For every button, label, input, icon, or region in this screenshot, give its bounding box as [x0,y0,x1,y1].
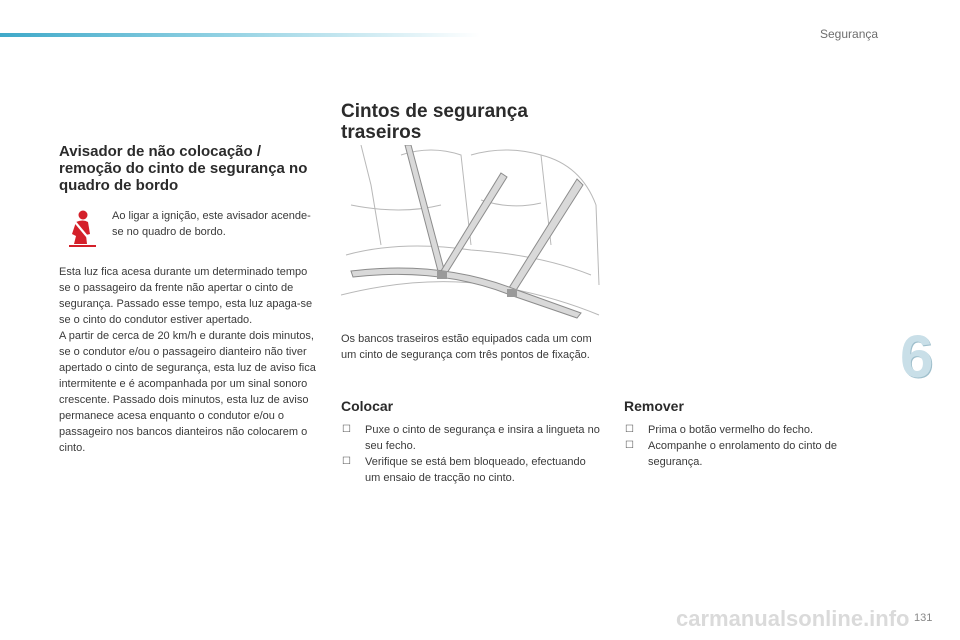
fasten-title: Colocar [341,398,394,414]
warning-row [59,208,319,256]
rear-belts-title [341,101,528,143]
rear-seat-belts-illustration [341,145,601,320]
list-item: ☐ Acompanhe o enrolamento do cinto de segurança. [625,440,837,468]
warning-body-text: Esta luz fica acesa durante um determinado tempo se o passageiro da frente não apertar o cinto de segurança. Passado esse tempo, esta luz apaga-se se o cinto do condutor estiver apertado. A partir de cerca de 20 km/h e durante dois minutos, se o condutor e/ou o passageiro dianteiro não tiver apertado o cinto de segurança, esta luz de aviso fica intermitente e é acompanhada por um sinal sonoro crescente. Passado dois minutos, esta luz de aviso permanece acesa enquanto o condutor e/ou o passageiro nos bancos dianteiros não colocarem o cinto. [59,266,316,454]
chapter-number: 6 [900,323,934,390]
page-number: 131 [914,612,933,624]
checkbox-bullet-icon: ☐ [625,424,634,435]
rear-belts-description: Os bancos traseiros estão equipados cada um com um cinto de segurança com três pontos de fixação. [341,333,592,361]
seatbelt-warning-icon [66,210,98,248]
unfasten-title: Remover [624,398,684,414]
warning-text: Ao ligar a ignição, este avisador acende-se no quadro de bordo. [112,210,311,238]
list-item: ☐ Prima o botão vermelho do fecho. [625,424,814,436]
header-accent-bar [0,33,480,37]
watermark: carmanualsonline.info [676,606,910,631]
rear-belts-title-line2: traseiros [341,122,422,143]
rear-belts-title-line1: Cintos de segurança [341,101,528,122]
warning-section-title: Avisador de não colocação / remoção do cinto de segurança no quadro de bordo [59,143,308,194]
dashboard-warning-section [59,143,319,456]
checkbox-bullet-icon: ☐ [342,424,351,435]
list-item: ☐ Puxe o cinto de segurança e insira a lingueta no seu fecho. [342,424,600,452]
fasten-steps [341,422,603,486]
list-item: ☐ Verifique se está bem bloqueado, efectuando um ensaio de tracção no cinto. [342,456,586,484]
checkbox-bullet-icon: ☐ [342,456,351,467]
unfasten-steps [624,422,864,470]
section-name: Segurança [820,27,879,41]
checkbox-bullet-icon: ☐ [625,440,634,451]
